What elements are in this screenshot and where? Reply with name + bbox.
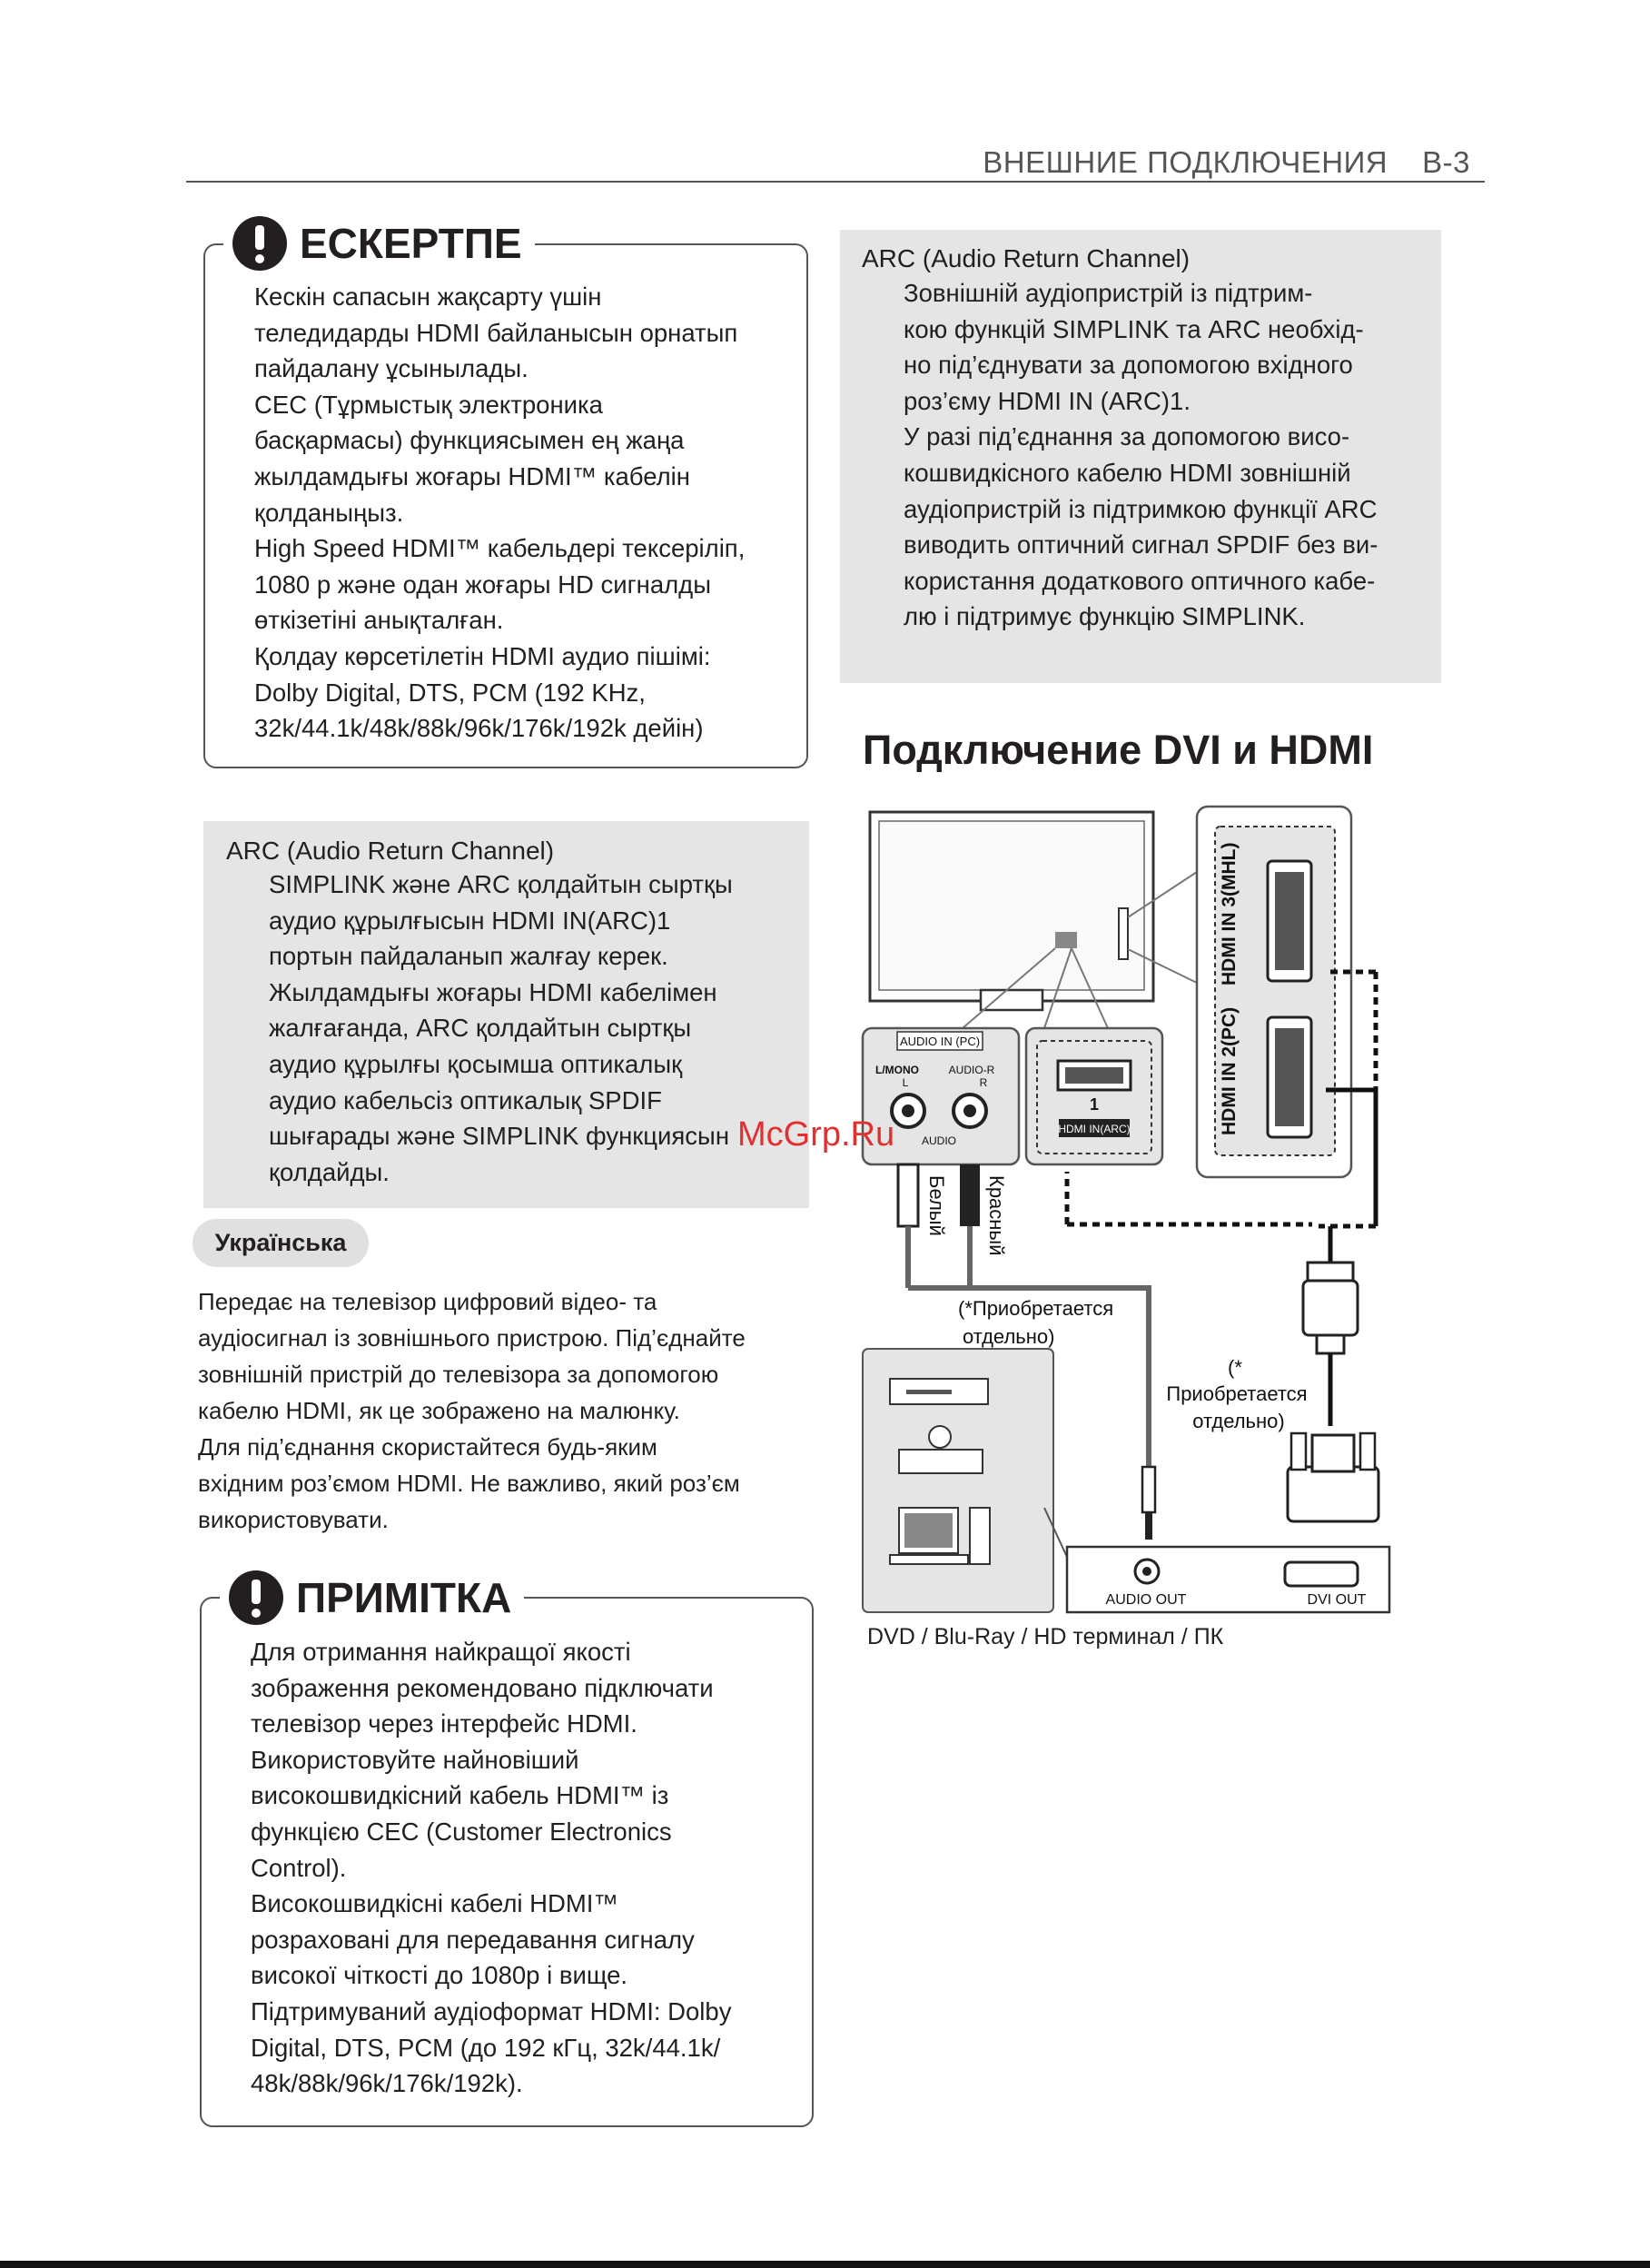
- note-line: High Speed HDMI™ кабельдері тексеріліп,: [254, 534, 746, 563]
- white-label: Белый: [925, 1175, 948, 1236]
- svg-text:R: R: [979, 1076, 988, 1089]
- note-title-ua: ПРИМІТКА: [220, 1547, 524, 1649]
- intro-line: використовувати.: [198, 1506, 389, 1533]
- purchased-note-1: (*Приобретается: [958, 1297, 1114, 1320]
- note-line: зображення рекомендовано підключати: [251, 1673, 714, 1702]
- svg-text:Приобретается: Приобретается: [1166, 1382, 1308, 1405]
- arc-line: кою функцій SIMPLINK та ARC необхід-: [904, 314, 1364, 343]
- note-line: Control).: [251, 1853, 347, 1882]
- arc-line: користання додаткового оптичного кабе-: [904, 566, 1376, 595]
- watermark: McGrp.Ru: [737, 1115, 895, 1154]
- arc-body-ua: [904, 275, 1378, 635]
- arc-box-ua: [840, 230, 1441, 683]
- note-line: високої чіткості до 1080р і вище.: [251, 1961, 628, 1990]
- arc-line: шығарады және SIMPLINK функциясын: [269, 1122, 730, 1151]
- note-line: CEC (Тұрмыстық электроника: [254, 390, 603, 419]
- note-line: пайдалану ұсынылады.: [254, 354, 529, 383]
- bottom-rule: [0, 2261, 1650, 2268]
- note-line: високошвидкісний кабель HDMI™ із: [251, 1781, 669, 1810]
- arc-line: аудио кабельсіз оптикалық SPDIF: [269, 1085, 662, 1114]
- warning-icon: [229, 1570, 283, 1625]
- note-line: 1080 p және одан жоғары HD сигналды: [254, 569, 711, 599]
- arc-line: лю і підтримує функцію SIMPLINK.: [904, 602, 1306, 631]
- dvi-out-port: [1285, 1562, 1358, 1586]
- dvi-out-label: DVI OUT: [1307, 1592, 1367, 1608]
- intro-line: зовнішній пристрій до телевізора за допомогою: [198, 1361, 719, 1388]
- svg-text:отдельно): отдельно): [963, 1325, 1055, 1348]
- red-label: Красный: [985, 1175, 1008, 1256]
- note-line: Кескін сапасын жақсарту үшін: [254, 282, 602, 311]
- arc-title-ua: ARC (Audio Return Channel): [862, 244, 1191, 272]
- tv-port-block: [1055, 932, 1077, 948]
- intro-line: вхідним роз’ємом HDMI. Не важливо, який роз’єм: [198, 1470, 740, 1497]
- arc-line: У разі під’єднання за допомогою висо-: [904, 422, 1350, 451]
- tv-stand: [981, 990, 1042, 1010]
- note-body-kz: [254, 279, 745, 747]
- arc-line: жалғағанда, ARC қолдайтын сыртқы: [269, 1014, 692, 1043]
- note-line: 48k/88k/96k/176k/192k).: [251, 2069, 523, 2098]
- arc-box-kz: [203, 821, 809, 1208]
- tv-side-port: [1119, 908, 1128, 959]
- connection-diagram: [854, 790, 1398, 1617]
- svg-text:отдельно): отдельно): [1192, 1410, 1285, 1432]
- note-line: Підтримуваний аудіоформат HDMI: Dolby: [251, 1996, 732, 2025]
- arc-line: аудіопристрій із підтримкою функції ARC: [904, 494, 1378, 523]
- arc-line: аудио құрылғысын HDMI IN(ARC)1: [269, 906, 671, 935]
- note-line: розраховані для передавання сигналу: [251, 1925, 695, 1954]
- note-line: басқармасы) функциясымен ең жаңа: [254, 426, 685, 455]
- note-line: Використовуйте найновіший: [251, 1745, 579, 1774]
- hdmi-arc-number: 1: [1089, 1095, 1100, 1114]
- note-line: Для отримання найкращої якості: [251, 1638, 631, 1666]
- arc-line: SIMPLINK және ARC қолдайтын сыртқы: [269, 870, 733, 898]
- note-line: өткізетіні анықталған.: [254, 606, 504, 635]
- projector-icon: [929, 1426, 951, 1448]
- hdmi3-label: HDMI IN 3(MHL): [1219, 842, 1240, 985]
- audio-r-label: AUDIO-R: [948, 1064, 995, 1076]
- intro-line: аудіосигнал із зовнішнього пристрою. Під’єднайте: [198, 1324, 746, 1352]
- note-line: жылдамдығы жоғары HDMI™ кабелін: [254, 461, 690, 490]
- arc-line: қолдайды.: [269, 1157, 390, 1186]
- arc-line: портын пайдаланып жалғау керек.: [269, 942, 668, 971]
- note-line: 32k/44.1k/48k/88k/96k/176k/192k дейін): [254, 714, 704, 743]
- ua-intro: [198, 1283, 746, 1538]
- page-header: [983, 145, 1470, 180]
- note-line: Digital, DTS, PCM (до 192 кГц, 32k/44.1k/: [251, 2033, 721, 2062]
- diagram-caption: DVD / Blu-Ray / HD терминал / ПК: [867, 1624, 1224, 1649]
- arc-line: Жылдамдығы жоғары HDMI кабелімен: [269, 977, 717, 1006]
- tv-screen: [879, 821, 1144, 990]
- note-body-ua: [251, 1634, 731, 2102]
- section-title: Подключение DVI и HDMI: [863, 727, 1374, 773]
- note-line: функцією CEC (Customer Electronics: [251, 1817, 672, 1846]
- note-line: Қолдау көрсетілетін HDMI аудио пішімі:: [254, 641, 711, 670]
- arc-line: но під’єднувати за допомогою вхідного: [904, 351, 1353, 380]
- audio-label: AUDIO: [921, 1134, 957, 1147]
- hdmi2-label: HDMI IN 2(PC): [1219, 1006, 1240, 1135]
- arc-line: роз’єму HDMI IN (ARC)1.: [904, 386, 1191, 415]
- note-line: Високошвидкісні кабелі HDMI™: [251, 1889, 618, 1918]
- note-line: Dolby Digital, DTS, PCM (192 KHz,: [254, 678, 646, 707]
- arc-line: кошвидкісного кабелю HDMI зовнішній: [904, 458, 1351, 487]
- note-title-kz: ЕСКЕРТПЕ: [223, 193, 535, 294]
- section-name: ВНЕШНИЕ ПОДКЛЮЧЕНИЯ: [983, 145, 1388, 179]
- svg-text:L: L: [902, 1076, 909, 1089]
- audio-out-label: AUDIO OUT: [1105, 1592, 1187, 1608]
- arc-title-kz: ARC (Audio Return Channel): [226, 837, 555, 865]
- language-label: Українська: [193, 1219, 369, 1267]
- note-line: теледидарды HDMI байланысын орнатып: [254, 318, 738, 347]
- arc-line: Зовнішній аудіопристрій із підтрим-: [904, 279, 1313, 307]
- arc-line: аудио құрылғы қосымша оптикалық: [269, 1049, 683, 1078]
- dvi-connector: [1288, 1467, 1378, 1521]
- arc-line: виводить оптичний сигнал SPDIF без ви-: [904, 530, 1378, 560]
- audio-in-label: AUDIO IN (PC): [899, 1035, 981, 1048]
- intro-line: Для під’єднання скористайтеся будь-яким: [198, 1433, 657, 1461]
- pc-tower-icon: [970, 1508, 990, 1564]
- arc-body-kz: [269, 867, 733, 1190]
- intro-line: Передає на телевізор цифровий відео- та: [198, 1288, 657, 1315]
- lmono-label: L/MONO: [875, 1064, 919, 1076]
- intro-line: кабелю HDMI, як це зображено на малюнку.: [198, 1397, 680, 1424]
- note-line: қолданыңыз.: [254, 498, 404, 527]
- header-rule: [186, 181, 1485, 183]
- warning-icon: [232, 216, 287, 271]
- hdmi-arc-label: HDMI IN(ARC): [1058, 1123, 1131, 1135]
- purchased-note-2: (*: [1228, 1356, 1242, 1379]
- page-number: В-3: [1422, 145, 1470, 179]
- note-line: телевізор через інтерфейс HDMI.: [251, 1709, 637, 1738]
